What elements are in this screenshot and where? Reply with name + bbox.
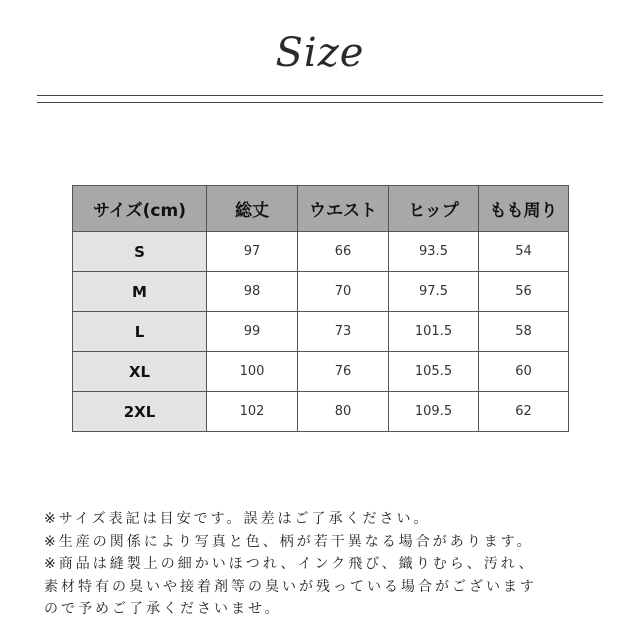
table-row	[73, 392, 569, 432]
table-row	[73, 272, 569, 312]
table-cell: 58	[479, 312, 569, 352]
note-line: ※商品は縫製上の細かいほつれ、インク飛び、織りむら、汚れ、	[44, 556, 536, 572]
note-line: ※サイズ表記は目安です。誤差はご了承ください。	[44, 511, 431, 527]
table-cell: 76	[298, 352, 389, 392]
column-header-size: サイズ(cm)	[73, 186, 207, 232]
column-header-thigh: もも周り	[479, 186, 569, 232]
note-line: 素材特有の臭いや接着剤等の臭いが残っている場合がございます	[44, 578, 537, 595]
table-cell: 66	[298, 232, 389, 272]
column-header-total-length: 総丈	[207, 186, 298, 232]
title-divider-top	[37, 95, 603, 96]
table-cell: 101.5	[389, 312, 479, 352]
table-cell: 70	[298, 272, 389, 312]
size-label: 2XL	[73, 392, 207, 432]
size-label: L	[73, 312, 207, 352]
table-cell: 98	[207, 272, 298, 312]
table-cell: 60	[479, 352, 569, 392]
table-cell: 109.5	[389, 392, 479, 432]
table-row	[73, 312, 569, 352]
table-header-row	[73, 186, 569, 232]
title-divider-bottom	[37, 102, 603, 103]
table-cell: 97	[207, 232, 298, 272]
size-label: M	[73, 272, 207, 312]
table-cell: 54	[479, 232, 569, 272]
table-cell: 80	[298, 392, 389, 432]
size-label: S	[73, 232, 207, 272]
table-cell: 97.5	[389, 272, 479, 312]
table-cell: 93.5	[389, 232, 479, 272]
column-header-waist: ウエスト	[298, 186, 389, 232]
notes-section	[44, 508, 624, 621]
table-row	[73, 352, 569, 392]
size-label: XL	[73, 352, 207, 392]
table-cell: 73	[298, 312, 389, 352]
column-header-hip: ヒップ	[389, 186, 479, 232]
page-title: Size	[275, 30, 365, 76]
size-table	[72, 185, 569, 432]
table-cell: 102	[207, 392, 298, 432]
table-cell: 56	[479, 272, 569, 312]
table-row	[73, 232, 569, 272]
table-cell: 100	[207, 352, 298, 392]
table-cell: 105.5	[389, 352, 479, 392]
table-cell: 62	[479, 392, 569, 432]
note-line: ※生産の関係により写真と色、柄が若干異なる場合があります。	[44, 533, 534, 550]
table-cell: 99	[207, 312, 298, 352]
note-line: ので予めご了承くださいませ。	[44, 601, 282, 617]
